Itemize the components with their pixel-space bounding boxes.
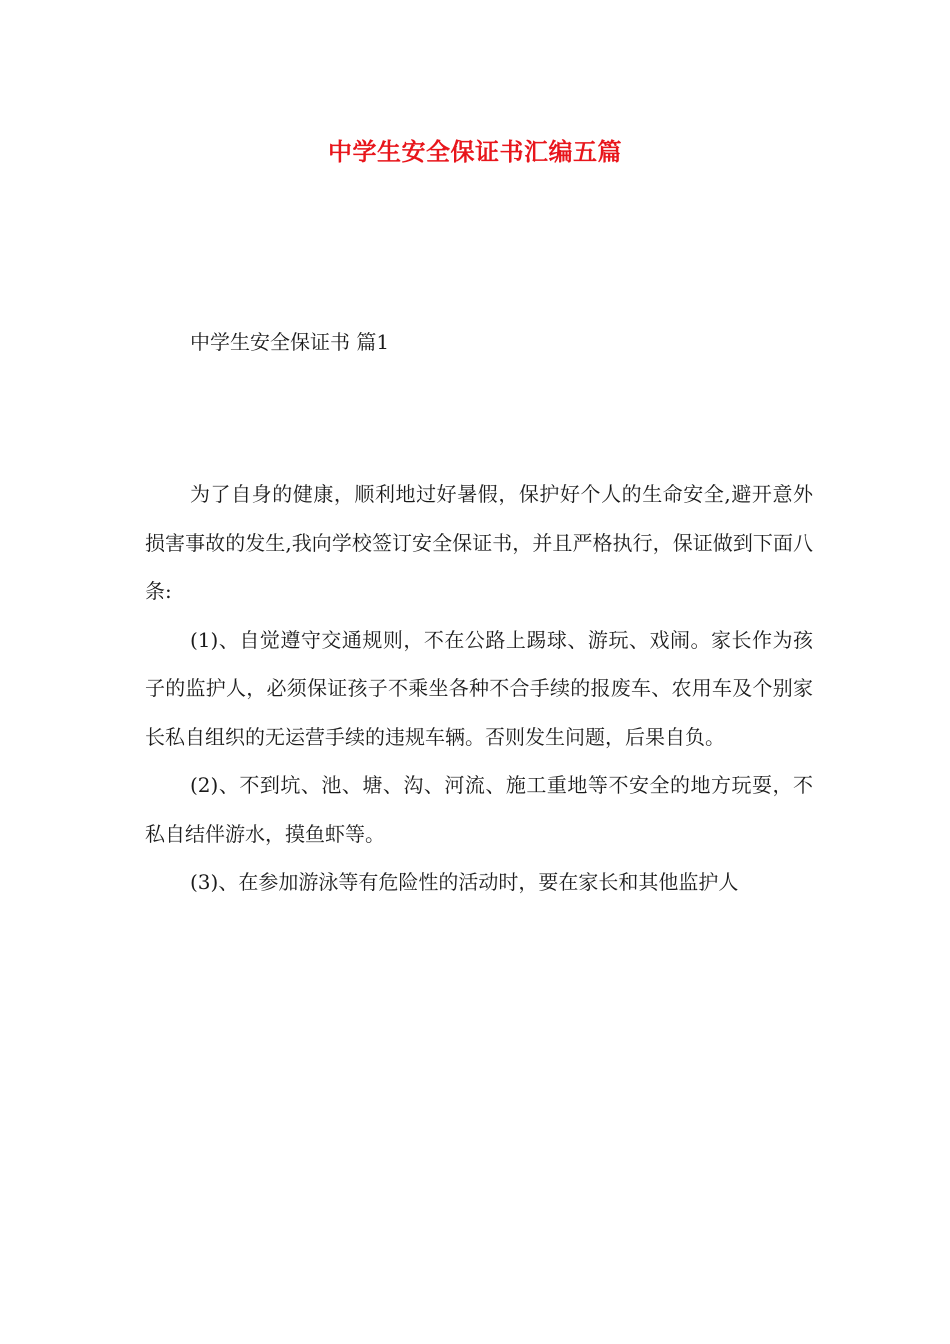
document-body [145,470,813,907]
paragraph-item-2: (2)、不到坑、池、塘、沟、河流、施工重地等不安全的地方玩耍，不私自结伴游水，摸鱼虾等。 [145,773,813,846]
paragraph-item-1: (1)、自觉遵守交通规则，不在公路上踢球、游玩、戏闹。家长作为孩子的监护人，必须保证孩子不乘坐各种不合手续的报废车、农用车及个别家长私自组织的无运营手续的违规车辆。否则发生问题，后果自负。 [145,627,813,749]
paragraph-intro: 为了自身的健康，顺利地过好暑假，保护好个人的生命安全,避开意外损害事故的发生,我向学校签订安全保证书，并且严格执行，保证做到下面八条: [145,482,813,603]
document-title: 中学生安全保证书汇编五篇 [328,137,622,166]
section-heading: 中学生安全保证书 篇1 [190,330,390,354]
paragraph-item-3: (3)、在参加游泳等有危险性的活动时，要在家长和其他监护人 [190,870,739,894]
